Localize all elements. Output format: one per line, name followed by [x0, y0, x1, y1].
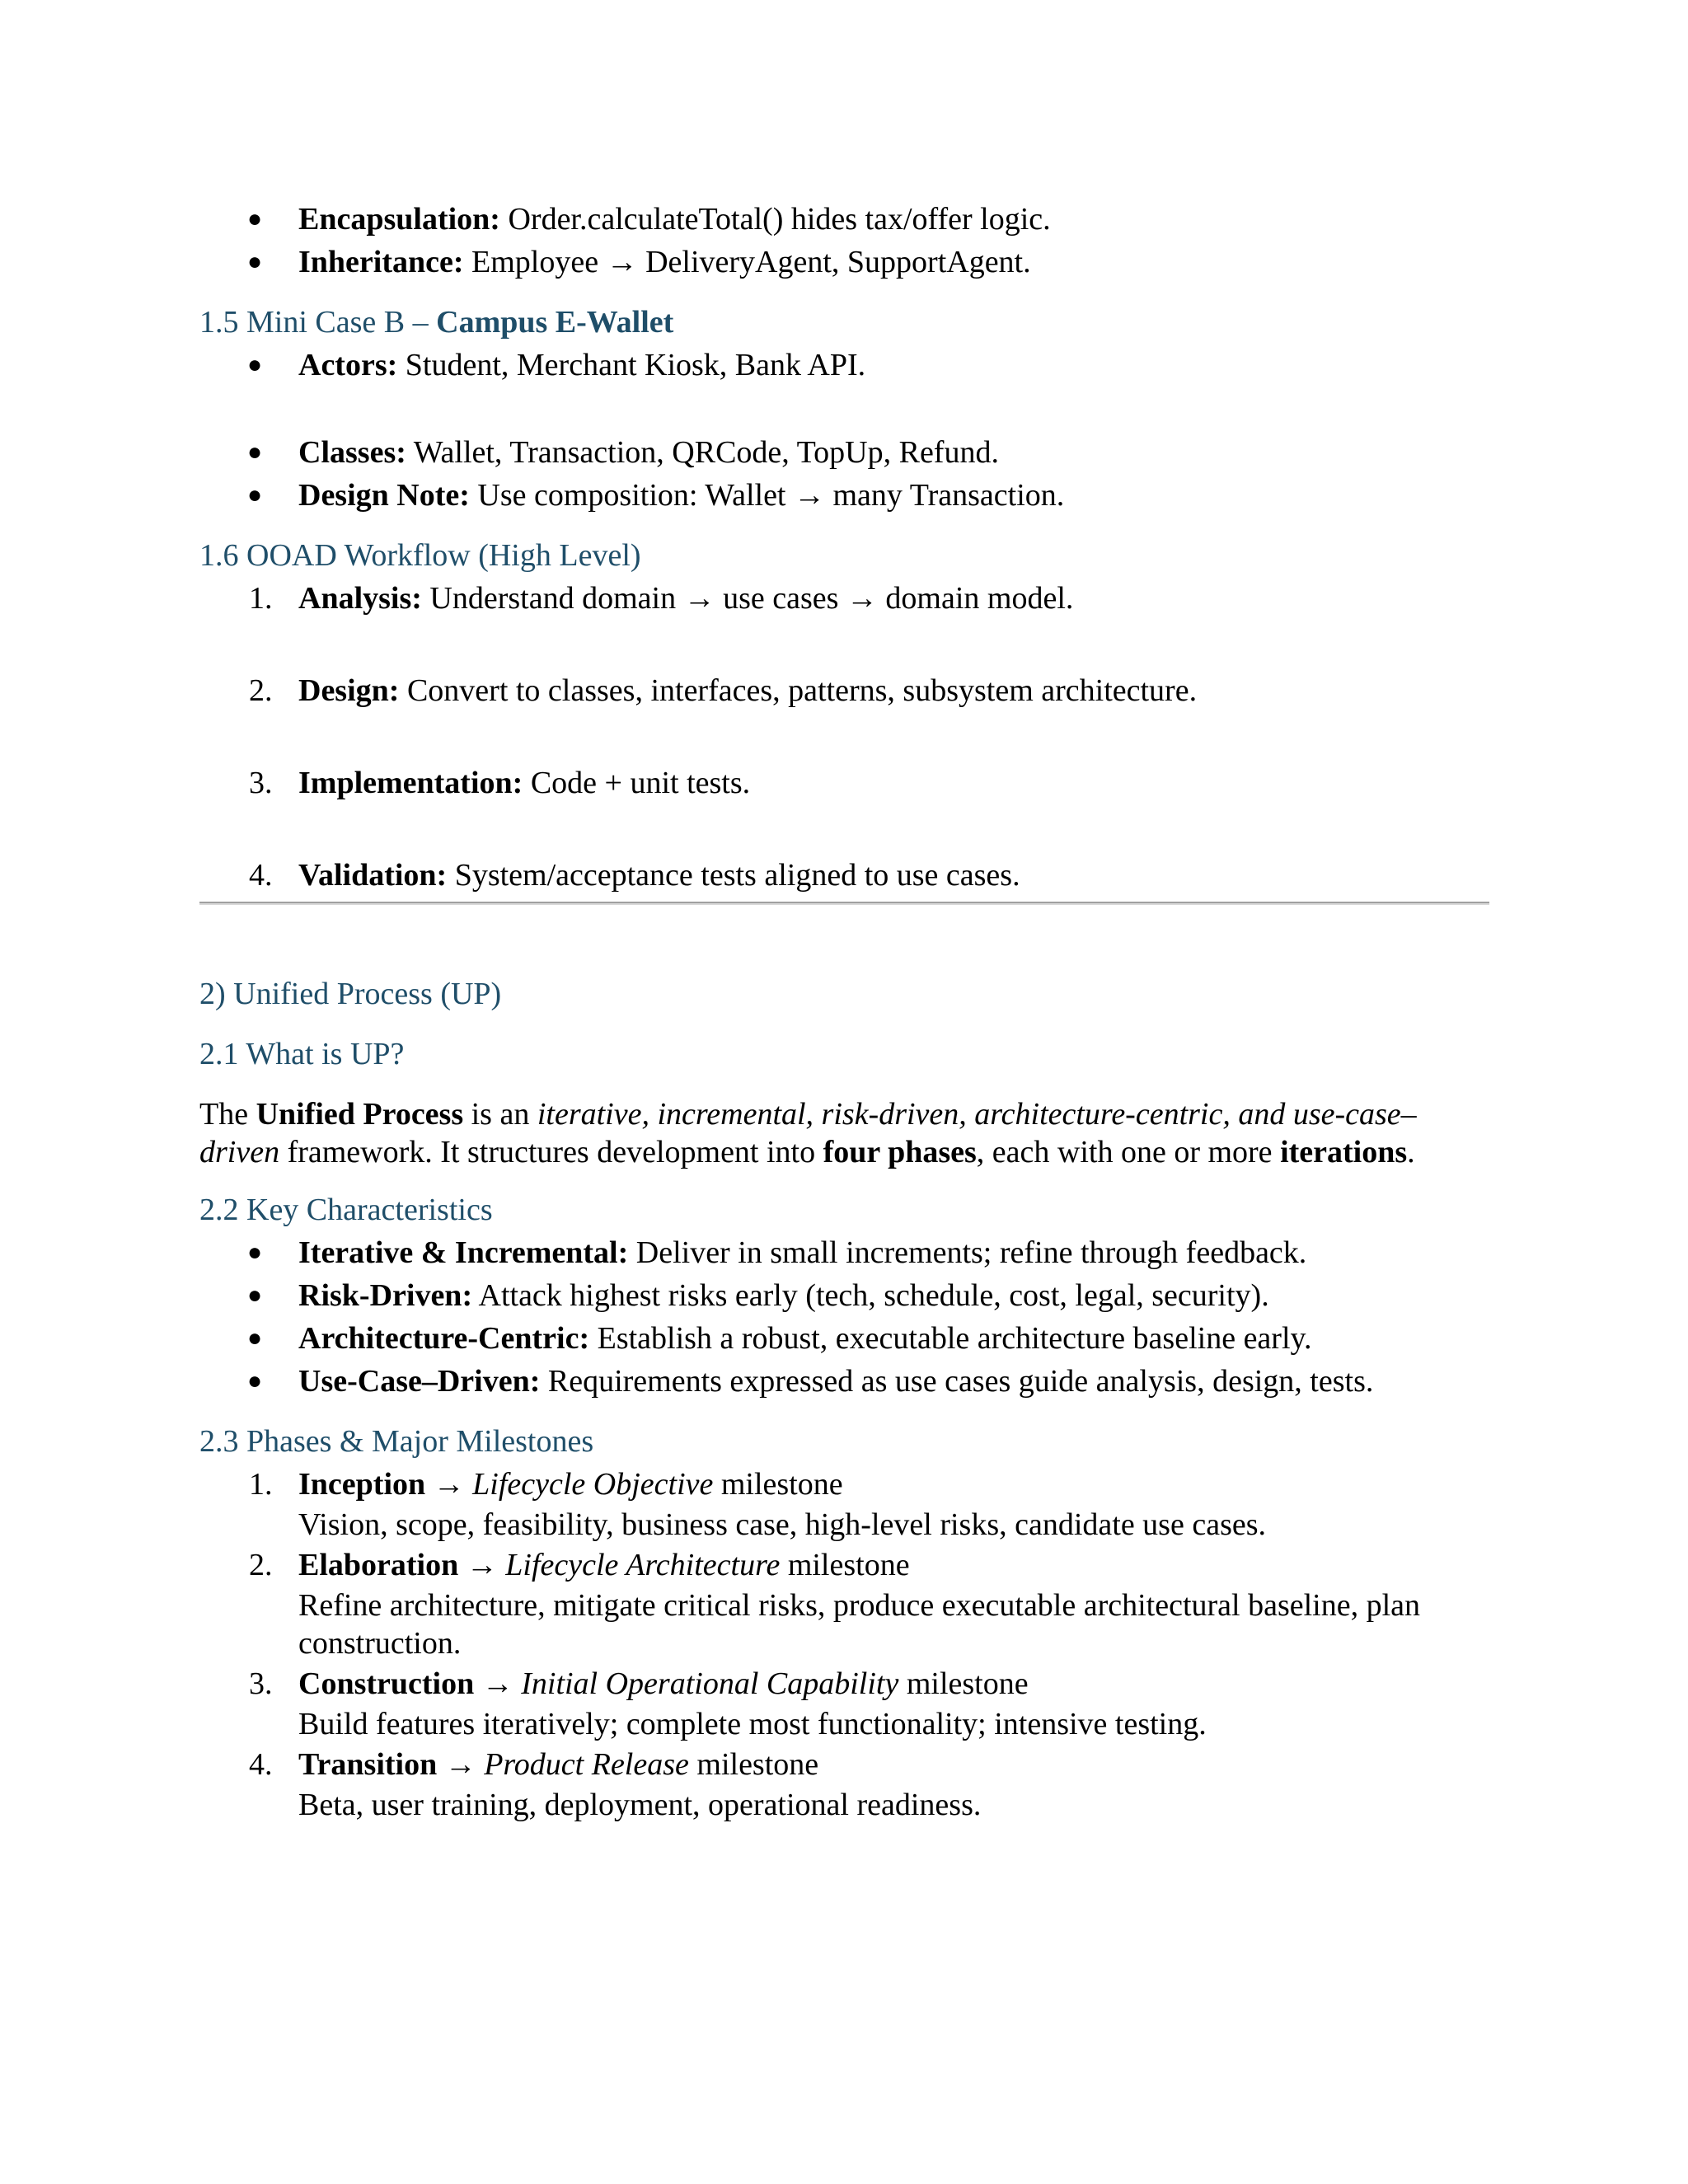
bullet-icon: ●: [247, 1324, 263, 1352]
up-definition-paragraph: The Unified Process is an iterative, incremental, risk-driven, architecture-centric, and use-case–driven framework. It structures development into four phases, each with one or more iterations.: [199, 1097, 1417, 1169]
list-item: 2. Design: Convert to classes, interfaces, patterns, subsystem architecture.: [249, 673, 1198, 708]
list-item: ● Use-Case–Driven: Requirements expressed as use cases guide analysis, design, tests.: [199, 1360, 1489, 1403]
list-item: ● Iterative & Incremental: Deliver in small increments; refine through feedback.: [199, 1231, 1489, 1274]
heading-1-5: 1.5 Mini Case B – Campus E-Wallet: [199, 305, 674, 340]
workflow-numbered-list: [199, 577, 1489, 897]
list-item: 1. Analysis: Understand domain → use cases → domain model.: [249, 581, 1074, 616]
bullet-icon: ●: [247, 481, 263, 509]
list-item: ● Classes: Wallet, Transaction, QRCode, TopUp, Refund.: [199, 431, 1489, 474]
heading-2-2: 2.2 Key Characteristics: [199, 1193, 493, 1227]
list-item: 4. Transition → Product Release milestone Beta, user training, deployment, operational readiness.: [249, 1747, 982, 1822]
heading-2-3: 2.3 Phases & Major Milestones: [199, 1424, 594, 1459]
bullet-icon: ●: [247, 438, 263, 466]
list-item: 1. Inception → Lifecycle Objective milestone Vision, scope, feasibility, business case, high-level risks, candidate use cases.: [249, 1467, 1267, 1542]
heading-2: 2) Unified Process (UP): [199, 977, 502, 1011]
list-item: 4. Validation: System/acceptance tests aligned to use cases.: [249, 858, 1020, 893]
bullet-icon: ●: [247, 205, 263, 232]
heading-1-6: 1.6 OOAD Workflow (High Level): [199, 538, 641, 573]
ewallet-bullet-list: [199, 344, 1489, 517]
list-item: 3. Implementation: Code + unit tests.: [249, 766, 751, 800]
bullet-icon: ●: [247, 1367, 263, 1394]
bullet-icon: ●: [247, 351, 263, 378]
list-item: ● Inheritance: Employee → DeliveryAgent, SupportAgent.: [199, 241, 1489, 284]
page-content: [199, 198, 1489, 1824]
list-item: ● Architecture-Centric: Establish a robust, executable architecture baseline early.: [199, 1317, 1489, 1360]
oop-bullet-list: [199, 198, 1489, 284]
list-item: 3. Construction → Initial Operational Capability milestone Build features iteratively; complete most functionality; intensive testing.: [249, 1666, 1207, 1741]
bullet-icon: ●: [247, 1282, 263, 1309]
phases-numbered-list: [199, 1463, 1489, 1824]
bullet-icon: ●: [247, 248, 263, 275]
list-item: ● Actors: Student, Merchant Kiosk, Bank API.: [199, 344, 1489, 387]
characteristics-bullet-list: [199, 1231, 1489, 1403]
list-item: 2. Elaboration → Lifecycle Architecture milestone Refine architecture, mitigate critical risks, produce executable architectural baseline, plan construction.: [249, 1548, 1421, 1661]
list-item: ● Risk-Driven: Attack highest risks early (tech, schedule, cost, legal, security).: [199, 1274, 1489, 1317]
list-item: ● Encapsulation: Order.calculateTotal() hides tax/offer logic.: [199, 198, 1489, 241]
heading-2-1: 2.1 What is UP?: [199, 1037, 405, 1071]
list-item: ● Design Note: Use composition: Wallet → many Transaction.: [199, 474, 1489, 517]
bullet-icon: ●: [247, 1239, 263, 1266]
